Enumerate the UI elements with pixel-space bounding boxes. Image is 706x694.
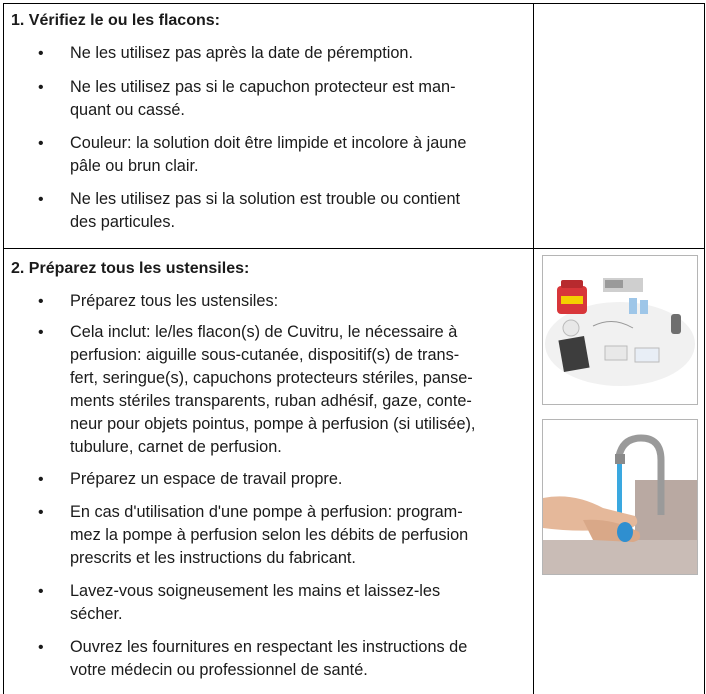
supplies-icon	[543, 256, 697, 404]
bullet-icon: •	[38, 583, 44, 600]
bullet-icon: •	[38, 45, 44, 62]
bullet-icon: •	[38, 293, 44, 310]
instructions-table	[3, 3, 705, 694]
bullet-icon: •	[38, 324, 44, 341]
list-item-text: En cas d'utilisation d'une pompe à perfusion: program- mez la pompe à perfusion selon les débits de perfusion prescrits et les instructions du fabricant.	[70, 503, 469, 567]
list-item-text: Lavez-vous soigneusement les mains et laissez-les sécher.	[70, 582, 441, 623]
hand-washing-illustration	[542, 419, 698, 575]
bullet-icon: •	[38, 191, 44, 208]
bullet-icon: •	[38, 471, 44, 488]
list-item-text: Ne les utilisez pas après la date de péremption.	[70, 44, 414, 62]
list-item-text: Cela inclut: le/les flacon(s) de Cuvitru, le nécessaire à perfusion: aiguille sous-cutanée, dispositif(s) de trans- fert, seringue(s), capuchons protecteurs stériles, panse- ments stériles transparents, ruban adhésif, gaze, conte- neur pour objets pointus, pompe à perfusion (si utilisée), tubulure, carnet de perfusion.	[70, 323, 476, 456]
bullet-icon: •	[38, 639, 44, 656]
hand-washing-icon	[543, 420, 697, 574]
column-divider	[533, 249, 534, 694]
bullet-icon: •	[38, 79, 44, 96]
bullet-icon: •	[38, 504, 44, 521]
table-row-check-vials	[4, 4, 704, 249]
list-item-text: Ne les utilisez pas si le capuchon protecteur est man- quant ou cassé.	[70, 78, 456, 119]
list-item-text: Préparez tous les ustensiles:	[70, 292, 279, 310]
list-item-text: Préparez un espace de travail propre.	[70, 470, 343, 488]
column-divider	[533, 4, 534, 248]
supplies-illustration	[542, 255, 698, 405]
table-row-prepare-supplies	[4, 249, 704, 694]
step-2-heading: 2. Préparez tous les ustensiles:	[11, 260, 250, 277]
list-item-text: Couleur: la solution doit être limpide et incolore à jaune pâle ou brun clair.	[70, 134, 467, 175]
list-item-text: Ouvrez les fournitures en respectant les instructions de votre médecin ou professionnel de santé.	[70, 638, 468, 679]
bullet-icon: •	[38, 135, 44, 152]
list-item-text: Ne les utilisez pas si la solution est trouble ou contient des particules.	[70, 190, 461, 231]
step-1-heading: 1. Vérifiez le ou les flacons:	[11, 12, 220, 29]
